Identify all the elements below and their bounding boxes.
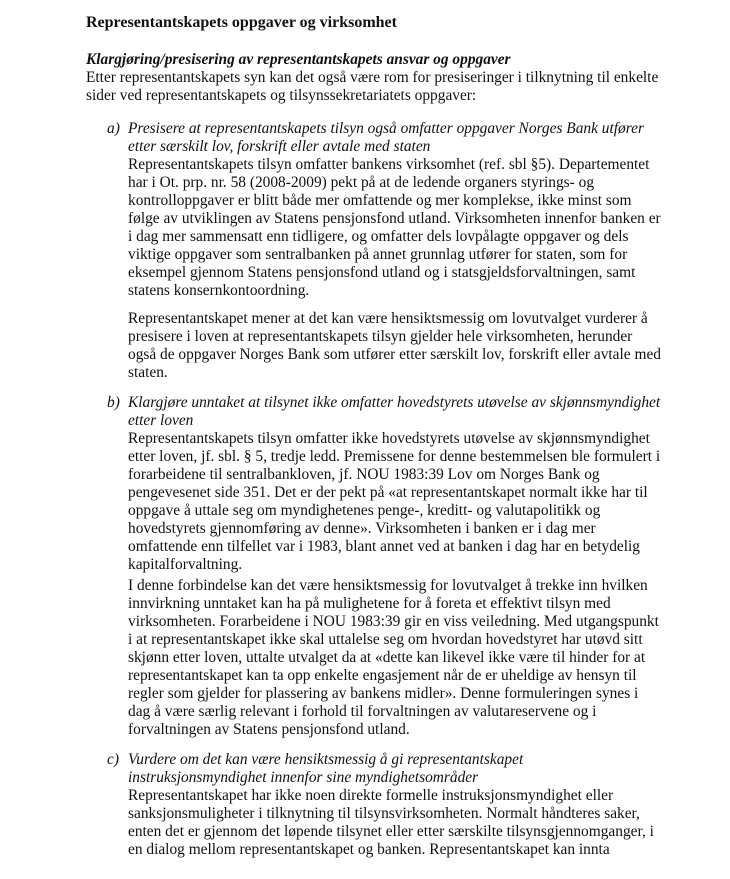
item-b-text: dag å være særlig relevant i forhold til forvaltningen av valutareservene og i bbox=[128, 703, 597, 720]
item-a-text: kontrolloppgaver er blitt både mer omfattende og mer komplekse, ikke minst som bbox=[128, 192, 632, 209]
item-b-text: hovedstyrets gjennomføring av denne». Virksomheten i banken er i dag mer bbox=[128, 520, 596, 537]
item-c-text: sanksjonsmuligheter i tilknytning til tilsynsvirksomheten. Normalt håndteres saker, bbox=[128, 805, 640, 822]
item-c-text: en dialog mellom representantskapet og banken. Representantskapet kan innta bbox=[128, 841, 610, 858]
item-b-text: forvaltningen av Statens pensjonsfond utland. bbox=[128, 721, 410, 738]
item-b-text: skjønn etter loven, uttalte utvalget da at «dette kan likevel ikke være til hinder for at bbox=[128, 649, 646, 666]
item-a-text: presisere i loven at representantskapets tilsyn gjelder hele virksomheten, herunder bbox=[128, 328, 633, 345]
section-title: Representantskapets oppgaver og virksomhet bbox=[86, 14, 397, 31]
item-b-text: i at representantskapet ikke skal uttalelse seg om hvordan hovedstyret har utøvd sitt bbox=[128, 631, 643, 648]
item-b-heading: Klargjøre unntaket at tilsynet ikke omfatter hovedstyrets utøvelse av skjønnsmyndighet bbox=[128, 394, 661, 411]
item-b-text: oppgave å uttale seg om myndighetenes penge-, kreditt- og valutapolitikk og bbox=[128, 502, 601, 519]
item-b-text: omfattende enn tilfellet var i 1983, blant annet ved at banken i dag har en betydelig bbox=[128, 538, 640, 555]
item-a-text: følge av utviklingen av Statens pensjonsfond utland. Virksomheten innenfor banken er bbox=[128, 210, 661, 227]
intro-line: Etter representantskapets syn kan det også være rom for presiseringer i tilknytning til enkelte bbox=[86, 69, 659, 86]
item-a-text: også de oppgaver Norges Bank som utfører etter særskilt lov, forskrift eller avtale med bbox=[128, 346, 661, 363]
item-a-text: Representantskapet mener at det kan være hensiktsmessig om lovutvalget vurderer å bbox=[128, 310, 648, 327]
item-a-heading: etter særskilt lov, forskrift eller avtale med staten bbox=[128, 138, 431, 155]
item-a-text: i dag mer sammensatt enn tidligere, og omfatter dels lovpålagte oppgaver og dels bbox=[128, 228, 629, 245]
item-marker-b: b) bbox=[107, 394, 120, 411]
item-a-text: staten. bbox=[128, 364, 168, 381]
item-b-text: kapitalforvaltning. bbox=[128, 556, 243, 573]
item-c-heading: instruksjonsmyndighet innenfor sine myndighetsområder bbox=[128, 769, 479, 786]
intro-line: sider ved representantskapets og tilsynssekretariatets oppgaver: bbox=[86, 87, 477, 104]
item-b-text: representantskapet kan ta opp enkelte engasjement når de er uheldige av hensyn til bbox=[128, 667, 637, 684]
item-c-text: Representantskapet har ikke noen direkte formelle instruksjonsmyndighet eller bbox=[128, 787, 614, 804]
item-b-text: innvirkning unntaket kan ha på mulighetene for å foreta et effektivt tilsyn med bbox=[128, 595, 611, 612]
item-a-text: Representantskapets tilsyn omfatter bankens virksomhet (ref. sbl §5). Departementet bbox=[128, 156, 650, 173]
item-marker-c: c) bbox=[107, 751, 119, 768]
item-b-text: regler som gjelder for plassering av bankens midler». Denne formuleringen synes i bbox=[128, 685, 639, 702]
item-a-text: har i Ot. prp. nr. 58 (2008-2009) pekt på at de ledende organers styrings- og bbox=[128, 174, 595, 191]
item-marker-a: a) bbox=[107, 120, 120, 137]
item-a-text: statens konsernkontoordning. bbox=[128, 282, 310, 299]
item-b-text: forarbeidene til sentralbankloven, jf. NOU 1983:39 Lov om Norges Bank og bbox=[128, 466, 600, 483]
subheading: Klargjøring/presisering av representantskapets ansvar og oppgaver bbox=[86, 51, 511, 68]
item-b-text: virksomheten. Forarbeidene i NOU 1983:39 gir en viss veiledning. Med utgangspunkt bbox=[128, 613, 659, 630]
item-b-text: etter loven, jf. sbl. § 5, tredje ledd. Premissene for denne bestemmelsen ble formulert i bbox=[128, 448, 661, 465]
item-c-heading: Vurdere om det kan være hensiktsmessig å gi representantskapet bbox=[128, 751, 524, 768]
item-b-text: Representantskapets tilsyn omfatter ikke hovedstyrets utøvelse av skjønnsmyndighet bbox=[128, 430, 650, 447]
item-a-heading: Presisere at representantskapets tilsyn også omfatter oppgaver Norges Bank utfører bbox=[128, 120, 644, 137]
item-b-heading: etter loven bbox=[128, 412, 194, 429]
item-a-text: viktige oppgaver som sentralbanken på annet grunnlag utfører for staten, som for bbox=[128, 246, 628, 263]
item-b-text: I denne forbindelse kan det være hensiktsmessig for lovutvalget å trekke inn hvilken bbox=[128, 577, 648, 594]
item-b-text: pengevesenet side 351. Det er der pekt på «at representantskapet normalt ikke har til bbox=[128, 484, 648, 501]
item-c-text: enten det er gjennom det løpende tilsynet eller etter særskilte tilsynsgjennomganger, i bbox=[128, 823, 654, 840]
item-a-text: eksempel gjennom Statens pensjonsfond utland og i statsgjeldsforvaltningen, samt bbox=[128, 264, 636, 281]
